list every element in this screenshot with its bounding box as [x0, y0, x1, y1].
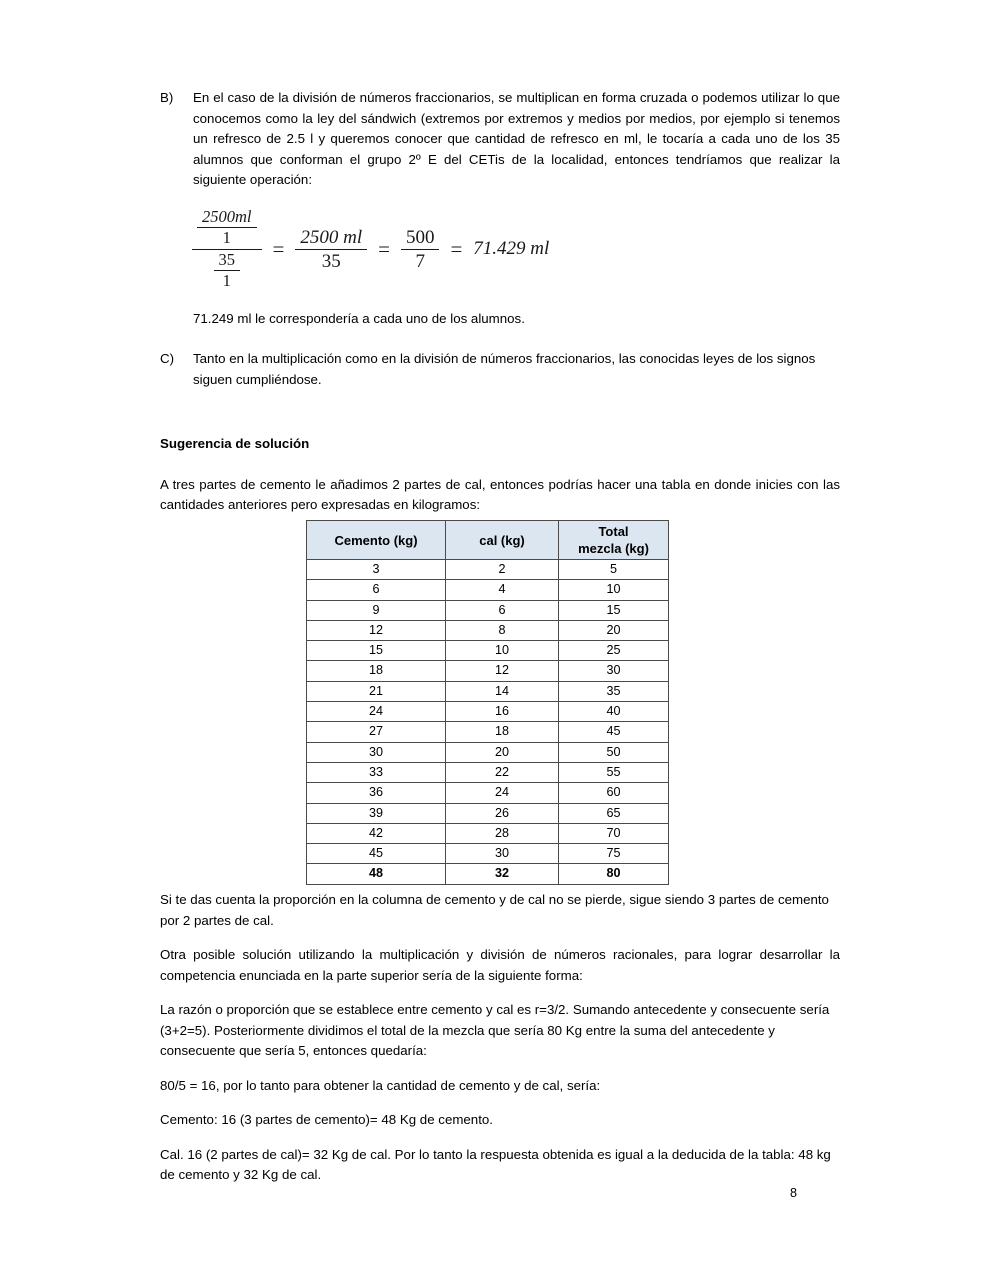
equation-left-complex-fraction: [192, 208, 262, 291]
fraction-500-over-7: [401, 227, 440, 273]
table-cell: 9: [307, 600, 446, 620]
table-cell: 20: [559, 620, 669, 640]
paragraph-razon: La razón o proporción que se establece entre cemento y cal es r=3/2. Sumando antecedente y consecuente sería (3+2=5). Posteriormente dividimos el total de la mezcla que sería 80 Kg entre la suma del antecedente y consecuente que sería 5, entonces quedaría:: [160, 1002, 830, 1058]
column-header-cemento: [307, 521, 446, 560]
table-row: [307, 661, 669, 681]
list-text-c: Tanto en la multiplicación como en la división de números fraccionarios, las conocidas leyes de los signos siguen cumpliéndose.: [193, 351, 816, 387]
table-cell: 5: [559, 560, 669, 580]
column-header-cemento-line1: Cemento (kg): [334, 532, 418, 548]
spacer: [160, 390, 840, 434]
spacer: [160, 931, 840, 945]
table-row: [307, 600, 669, 620]
list-item-c: [160, 349, 840, 390]
table-cell: 50: [559, 742, 669, 762]
table-cell: 21: [307, 681, 446, 701]
paragraph-cemento-result: Cemento: 16 (3 partes de cemento)= 48 Kg de cemento.: [160, 1112, 493, 1127]
table-cell: 60: [559, 783, 669, 803]
table-cell: 6: [307, 580, 446, 600]
table-row: [307, 702, 669, 722]
table-cell: 80: [559, 864, 669, 884]
fraction-2500-over-35: [295, 227, 367, 273]
table-row: [307, 762, 669, 782]
spacer: [160, 1062, 840, 1076]
inner-num-2500ml: 2500ml: [197, 208, 257, 228]
table-cell: 14: [446, 681, 559, 701]
table-cell: 33: [307, 762, 446, 782]
table-cell: 45: [307, 844, 446, 864]
mid-numerator: 2500 ml: [295, 227, 367, 250]
table-row: [307, 844, 669, 864]
list-text-b: En el caso de la división de números fraccionarios, se multiplican en forma cruzada o podemos utilizar lo que conocemos como la ley del sándwich (extremos por extremos y medios por medios, por ejemplo si tenemos un refresco de 2.5 l y queremos conocer que cantidad de refresco en ml, le tocaría a cada uno de los 35 alumnos que conforman el grupo 2º E del CETis de la localidad, entonces tendríamos que realizar la siguiente operación:: [193, 90, 840, 187]
table-cell: 39: [307, 803, 446, 823]
table-row: [307, 620, 669, 640]
table-cell: 40: [559, 702, 669, 722]
table-cell: 36: [307, 783, 446, 803]
equals-sign-1: =: [272, 236, 285, 261]
table-row: [307, 803, 669, 823]
table-row-total: [307, 864, 669, 884]
table-cell: 65: [559, 803, 669, 823]
list-marker-c: C): [160, 351, 175, 366]
table-cell: 8: [446, 620, 559, 640]
table-cell: 26: [446, 803, 559, 823]
table-cell: 22: [446, 762, 559, 782]
upper-content-block: [160, 88, 840, 516]
list-item-b: [160, 88, 840, 191]
table-row: [307, 783, 669, 803]
right-denominator: 7: [415, 250, 425, 272]
spacer: [160, 329, 840, 349]
inner-fraction-bottom: [214, 251, 241, 291]
table-row: [307, 722, 669, 742]
table-cell: 20: [446, 742, 559, 762]
spacer: [160, 1096, 840, 1110]
equals-sign-2: =: [378, 236, 390, 261]
table-cell: 24: [307, 702, 446, 722]
table-cell: 12: [307, 620, 446, 640]
paragraph-cal-result: Cal. 16 (2 partes de cal)= 32 Kg de cal. Por lo tanto la respuesta obtenida es igual a la deducida de la tabla: 48 kg de cemento y 32 Kg de cal.: [160, 1146, 831, 1182]
mixture-table-wrapper: [306, 520, 668, 885]
table-row: [307, 742, 669, 762]
column-header-total-mezcla: [559, 521, 669, 560]
table-cell: 55: [559, 762, 669, 782]
table-cell: 12: [446, 661, 559, 681]
table-cell: 27: [307, 722, 446, 742]
table-cell: 25: [559, 641, 669, 661]
equation-right-fraction: [401, 227, 440, 273]
table-row: [307, 641, 669, 661]
column-header-total-line1: Total: [598, 524, 629, 539]
page-number: 8: [790, 1186, 798, 1200]
intro-paragraph: A tres partes de cemento le añadimos 2 partes de cal, entonces podrías hacer una tabla en donde inicies con las cantidades anteriores pero expresadas en kilogramos:: [160, 476, 840, 512]
table-cell: 30: [446, 844, 559, 864]
table-cell: 24: [446, 783, 559, 803]
inner-den-1b: 1: [222, 271, 231, 291]
table-row: [307, 580, 669, 600]
inner-num-35: 35: [214, 251, 241, 271]
table-cell: 16: [446, 702, 559, 722]
table-cell: 2: [446, 560, 559, 580]
section-heading-sugerencia: Sugerencia de solución: [160, 436, 310, 451]
table-head: [307, 521, 669, 560]
equation-result: 71.429 ml: [473, 238, 550, 260]
inner-den-1: 1: [222, 228, 231, 248]
table-cell: 10: [446, 641, 559, 661]
complex-fraction-outer: [192, 208, 262, 291]
fraction-equation: [192, 208, 549, 291]
table-row: [307, 823, 669, 843]
equation-caption: 71.249 ml le correspondería a cada uno de los alumnos.: [193, 310, 525, 326]
spacer: [160, 455, 840, 475]
table-cell: 6: [446, 600, 559, 620]
table-cell: 3: [307, 560, 446, 580]
table-cell: 70: [559, 823, 669, 843]
paragraph-proporcion: Si te das cuenta la proporción en la columna de cemento y de cal no se pierde, sigue siendo 3 partes de cemento por 2 partes de cal.: [160, 892, 829, 928]
column-header-total-line2: mezcla (kg): [578, 541, 649, 556]
lower-content-block: [160, 890, 840, 1186]
complex-fraction-numerator: [192, 208, 262, 250]
table-cell: 15: [307, 641, 446, 661]
paragraph-otra-solucion: Otra posible solución utilizando la multiplicación y división de números racionales, para lograr desarrollar la competencia enunciada en la parte superior sería de la siguiente forma:: [160, 947, 840, 983]
table-cell: 10: [559, 580, 669, 600]
table-cell: 15: [559, 600, 669, 620]
table-row: [307, 681, 669, 701]
equation-middle-fraction: [295, 227, 367, 273]
table-cell: 18: [307, 661, 446, 681]
equals-sign-3: =: [450, 236, 463, 261]
table-cell: 45: [559, 722, 669, 742]
table-cell: 28: [446, 823, 559, 843]
complex-fraction-denominator: [209, 250, 246, 291]
mid-denominator: 35: [321, 250, 341, 272]
table-cell: 30: [559, 661, 669, 681]
table-cell: 35: [559, 681, 669, 701]
mixture-table: [306, 520, 669, 885]
right-numerator: 500: [401, 227, 440, 250]
table-row: [307, 560, 669, 580]
inner-fraction-top: [197, 208, 257, 248]
spacer: [160, 1131, 840, 1145]
table-cell: 75: [559, 844, 669, 864]
table-cell: 18: [446, 722, 559, 742]
paragraph-division: 80/5 = 16, por lo tanto para obtener la cantidad de cemento y de cal, sería:: [160, 1077, 601, 1093]
column-header-cal: [446, 521, 559, 560]
table-body: [307, 560, 669, 885]
table-cell: 32: [446, 864, 559, 884]
table-cell: 30: [307, 742, 446, 762]
list-marker-b: B): [160, 90, 174, 105]
table-cell: 42: [307, 823, 446, 843]
table-cell: 48: [307, 864, 446, 884]
spacer: [160, 986, 840, 1000]
table-header-row: [307, 521, 669, 560]
table-cell: 4: [446, 580, 559, 600]
column-header-cal-line1: cal (kg): [479, 532, 525, 548]
